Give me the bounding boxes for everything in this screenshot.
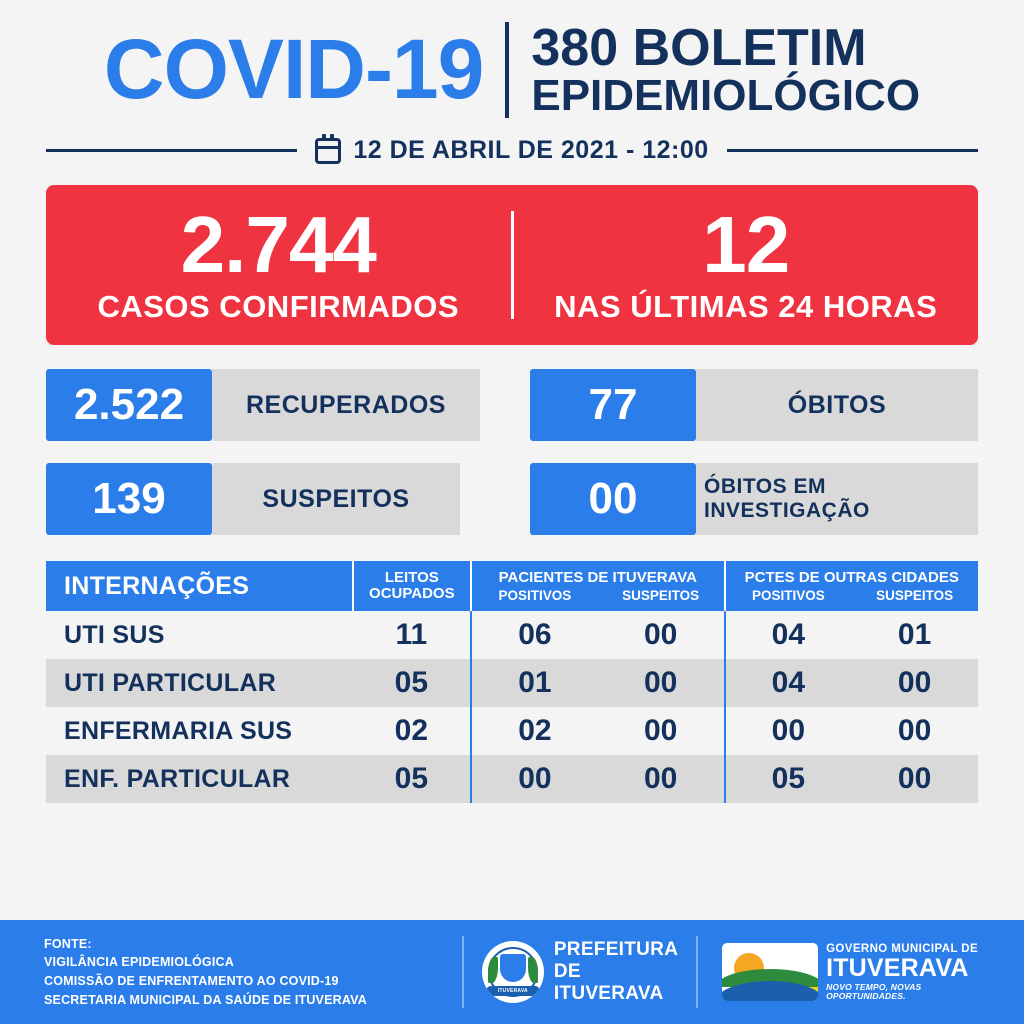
- source-title: FONTE:: [44, 936, 92, 951]
- cell-local-suspect: 00: [643, 714, 678, 747]
- table-row: [46, 755, 978, 803]
- prefeitura-line-2: DE ITUVERAVA: [553, 961, 664, 1004]
- group-other-patients: PCTES DE OUTRAS CIDADES: [725, 561, 978, 588]
- rule-right: [727, 149, 978, 152]
- bulletin-number-label: 380 BOLETIM: [531, 19, 867, 77]
- prefeitura-text: [554, 939, 678, 1005]
- gov-line-2: ITUVERAVA: [826, 954, 969, 983]
- stat-obitos: [530, 369, 978, 441]
- prefeitura-line-1: PREFEITURA: [553, 939, 679, 961]
- page-title: COVID-19: [103, 22, 484, 117]
- bulletin-subtitle: EPIDEMIOLÓGICO: [531, 71, 921, 120]
- header: [0, 0, 1024, 118]
- row-label: ENF. PARTICULAR: [46, 755, 353, 803]
- cell-other-suspect: 00: [851, 755, 978, 803]
- date-row: [0, 136, 1024, 165]
- confirmed-label: CASOS CONFIRMADOS: [97, 289, 460, 324]
- stat-recuperados: [46, 369, 494, 441]
- confirmed-block: [46, 200, 511, 325]
- governo-municipal-logo: [722, 943, 980, 1002]
- crest-caption: ITUVERAVA: [497, 988, 528, 994]
- cell-local-suspect: 00: [643, 618, 678, 651]
- cell-local-suspect: 00: [598, 755, 725, 803]
- source-line-3: SECRETARIA MUNICIPAL DA SAÚDE DE ITUVERAVA: [44, 992, 367, 1007]
- row-label: ENFERMARIA SUS: [64, 716, 293, 745]
- coat-of-arms-icon: [482, 941, 544, 1003]
- cell-beds: 05: [353, 659, 472, 707]
- sun-wave-icon: [722, 943, 818, 1001]
- subcolumn-local-positive: POSITIVOS: [471, 588, 598, 611]
- stat-obitos-investigacao: [530, 463, 978, 535]
- cell-other-suspect: 01: [897, 618, 932, 651]
- gov-line-1: GOVERNO MUNICIPAL DE: [826, 942, 979, 955]
- stats-grid: [46, 369, 978, 535]
- footer-divider-left: [462, 936, 464, 1008]
- subcolumn-other-positive: POSITIVOS: [725, 588, 852, 611]
- source-block: [44, 935, 444, 1010]
- source-line-2: COMISSÃO DE ENFRENTAMENTO AO COVID-19: [44, 974, 339, 988]
- column-beds: LEITOS OCUPADOS: [353, 561, 472, 611]
- stat-value: 2.522: [46, 369, 212, 441]
- cell-other-positive: 00: [725, 707, 852, 755]
- bulletin-heading: [531, 19, 921, 120]
- prefeitura-logo: [482, 939, 678, 1005]
- cell-other-suspect: 00: [897, 714, 932, 747]
- subcolumn-other-suspect: SUSPEITOS: [851, 588, 978, 611]
- cell-local-positive: 06: [471, 611, 598, 659]
- cell-other-suspect: 00: [851, 659, 978, 707]
- confirmed-value: 2.744: [180, 200, 376, 289]
- footer-divider-right: [696, 936, 698, 1008]
- table-row: [46, 659, 978, 707]
- row-label: UTI PARTICULAR: [46, 659, 353, 707]
- date-group: [297, 136, 726, 165]
- table-row: [46, 611, 978, 659]
- stat-label: RECUPERADOS: [212, 369, 480, 441]
- cell-local-positive: 00: [471, 755, 598, 803]
- stat-value: 77: [530, 369, 696, 441]
- stat-suspeitos: [46, 463, 494, 535]
- cell-local-positive: 02: [471, 707, 598, 755]
- table-title: INTERNAÇÕES: [46, 561, 353, 611]
- group-local-patients: PACIENTES DE ITUVERAVA: [471, 561, 724, 588]
- stat-value: 00: [530, 463, 696, 535]
- gov-line-3: NOVO TEMPO, NOVAS OPORTUNIDADES.: [826, 981, 922, 1002]
- last24-value: 12: [702, 200, 790, 289]
- cell-beds: 05: [353, 755, 472, 803]
- last24-label: NAS ÚLTIMAS 24 HORAS: [554, 289, 938, 324]
- cell-local-suspect: 00: [598, 659, 725, 707]
- cell-beds: 11: [395, 618, 428, 651]
- confirmed-banner: [46, 185, 978, 345]
- header-divider: [505, 22, 509, 118]
- rule-left: [46, 149, 297, 152]
- subcolumn-local-suspect: SUSPEITOS: [598, 588, 725, 611]
- stat-value: 139: [46, 463, 212, 535]
- footer: [0, 920, 1024, 1024]
- cell-other-positive: 05: [725, 755, 852, 803]
- table-row: [46, 707, 978, 755]
- internacoes-table: [46, 561, 978, 803]
- source-line-1: VIGILÂNCIA EPIDEMIOLÓGICA: [44, 955, 234, 970]
- cell-other-positive: 04: [725, 611, 852, 659]
- stat-label: SUSPEITOS: [212, 463, 460, 535]
- row-label: UTI SUS: [64, 620, 165, 649]
- stat-label: ÓBITOS EM INVESTIGAÇÃO: [696, 463, 978, 535]
- cell-local-positive: 01: [471, 659, 598, 707]
- calendar-icon: [315, 138, 341, 164]
- cell-beds: 02: [394, 714, 429, 747]
- stat-label: ÓBITOS: [696, 369, 978, 441]
- last24-block: [514, 200, 979, 325]
- date-text: 12 DE ABRIL DE 2021 - 12:00: [353, 136, 709, 164]
- cell-other-positive: 04: [725, 659, 852, 707]
- governo-text: [826, 943, 980, 1002]
